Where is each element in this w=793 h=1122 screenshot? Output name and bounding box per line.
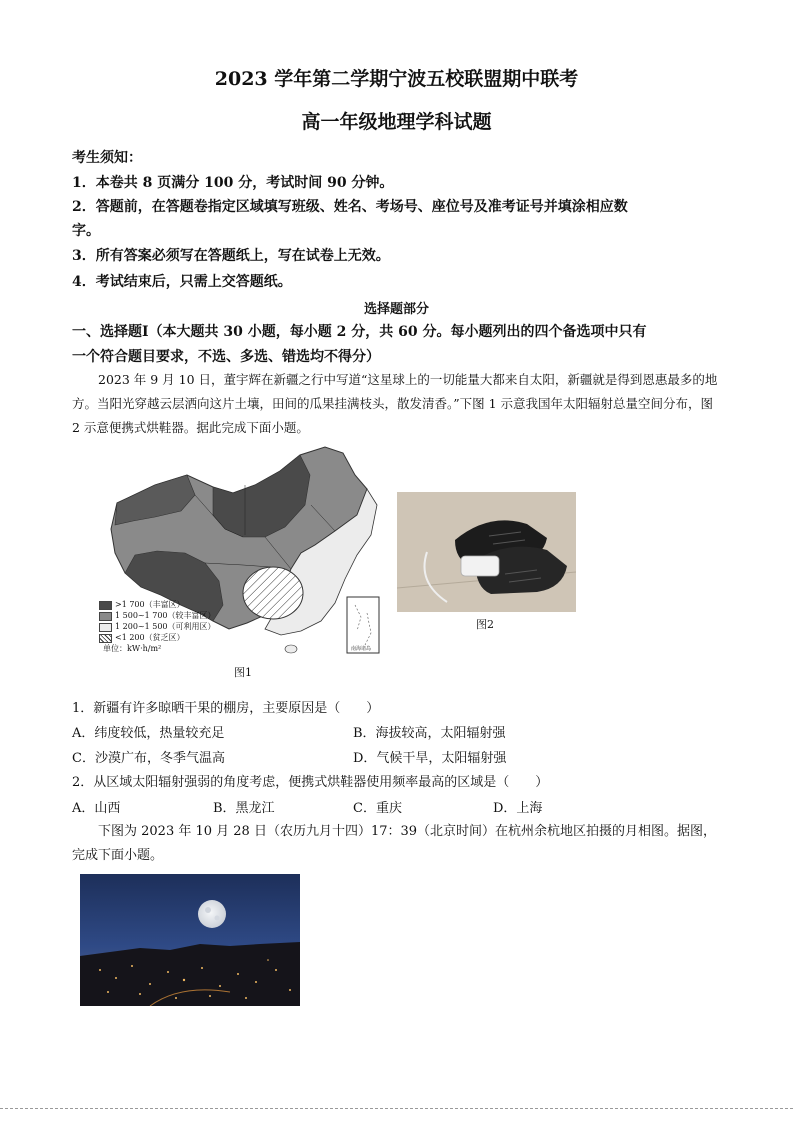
notice-item: 1．本卷共 8 页满分 100 分，考试时间 90 分钟。 [72, 175, 394, 191]
notice-item: 3．所有答案必须写在答题纸上，写在试卷上无效。 [72, 248, 390, 264]
question-1-option-c: C．沙漠广布，冬季气温高 [72, 751, 225, 766]
question-2-option-b: B．黑龙江 [213, 801, 275, 816]
question-1-option-a: A．纬度较低，热量较充足 [72, 726, 225, 741]
page-footer-rule [0, 1108, 793, 1109]
exam-subtitle: 高一年级地理学科试题 [301, 111, 492, 133]
figure-2-photo [397, 492, 576, 612]
figure-2-caption: 图2 [476, 618, 494, 631]
figure-1-caption: 图1 [234, 666, 252, 679]
moon [198, 900, 226, 928]
passage-2: 下图为 2023 年 10 月 28 日（农历九月十四）17：39（北京时间）在杭州余杭地区拍摄的月相图。据图，完成下面小题。 [72, 824, 717, 863]
south-sea-inset [347, 597, 379, 653]
map-legend [99, 599, 216, 654]
legend-item-rich: >1 700（丰富区） [99, 599, 216, 610]
question-1-option-b: B．海拔较高，太阳辐射强 [353, 726, 506, 741]
notice-heading: 考生须知： [72, 150, 142, 166]
question-2-option-c: C．重庆 [353, 801, 402, 816]
region-poor [243, 567, 303, 619]
moon-photo [80, 874, 300, 1006]
inset-label: 南海诸岛 [351, 646, 372, 652]
legend-unit: 单位：kW·h/m² [103, 644, 162, 653]
passage-1: 2023 年 9 月 10 日，董宇辉在新疆之行中写道“这星球上的一切能量大都来自太阳，新疆就是得到恩惠最多的地方。当阳光穿越云层洒向这片土壤，田间的瓜果挂满枝头，散发清香。”下图 1 示意我国年太阳辐射总量空间分布，图 2 示意便携式烘鞋器。据此完成下面小题。 [72, 372, 718, 435]
question-2-stem: 2．从区域太阳辐射强弱的角度考虑，便携式烘鞋器使用频率最高的区域是（ ） [72, 775, 549, 790]
part1-instructions: 一、选择题Ⅰ（本大题共 30 小题，每小题 2 分，共 60 分。每小题列出的四个备选项中只有 [72, 324, 647, 340]
question-2-option-a: A．山西 [72, 801, 121, 816]
section-title: 选择题部分 [363, 302, 429, 317]
legend-item-usable: 1 200~1 500（可利用区） [99, 621, 216, 632]
question-2-option-d: D．上海 [493, 801, 543, 816]
question-1-option-d: D．气候干旱，太阳辐射强 [353, 751, 507, 766]
part1-instructions-cont: 一个符合题目要求，不选、多选、错选均不得分） [72, 349, 380, 365]
dryer-device [461, 556, 499, 576]
exam-title: 2023 学年第二学期宁波五校联盟期中联考 [214, 68, 579, 90]
figure-1-map [95, 445, 395, 660]
legend-item-poor: <1 200（贫乏区） [99, 632, 216, 643]
notice-item: 字。 [72, 223, 100, 239]
notice-item: 4．考试结束后，只需上交答题纸。 [72, 274, 292, 290]
notice-item: 2．答题前，在答题卷指定区域填写班级、姓名、考场号、座位号及准考证号并填涂相应数 [72, 199, 628, 215]
question-1-stem: 1．新疆有许多晾晒干果的棚房，主要原因是（ ） [72, 701, 380, 716]
legend-item-fairly-rich: 1 500~1 700（较丰富区） [99, 610, 216, 621]
